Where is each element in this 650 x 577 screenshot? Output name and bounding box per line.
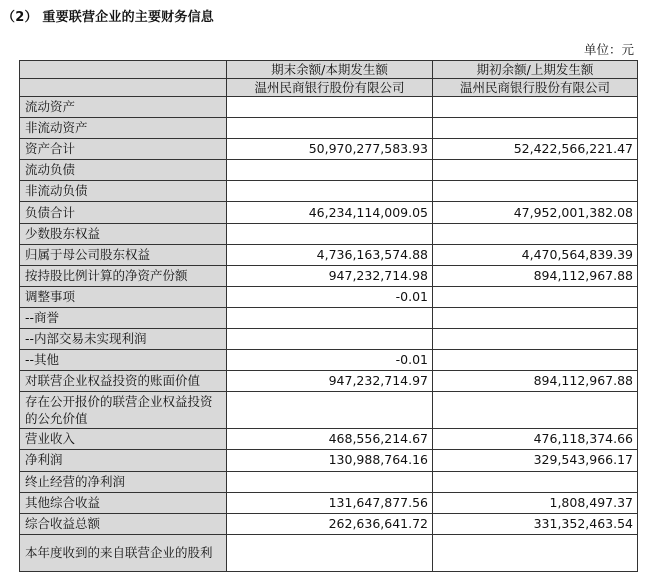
row-value-period-begin <box>433 534 638 571</box>
row-value-period-end: 50,970,277,583.93 <box>227 139 433 160</box>
row-value-period-begin <box>433 181 638 202</box>
row-label: 流动负债 <box>20 160 227 181</box>
table-row <box>20 244 638 265</box>
row-value-period-begin <box>433 223 638 244</box>
row-label: --内部交易未实现利润 <box>20 329 227 350</box>
table-row <box>20 392 638 429</box>
row-value-period-end <box>227 181 433 202</box>
row-label: 非流动负债 <box>20 181 227 202</box>
row-value-period-end <box>227 471 433 492</box>
table-row <box>20 450 638 471</box>
row-value-period-end <box>227 392 433 429</box>
header-period-end: 期末余额/本期发生额 <box>227 61 433 79</box>
table-header-row-2 <box>20 79 638 97</box>
row-value-period-end <box>227 534 433 571</box>
row-value-period-begin <box>433 97 638 118</box>
row-label: 其他综合收益 <box>20 492 227 513</box>
row-label: 资产合计 <box>20 139 227 160</box>
header-corner <box>20 61 227 79</box>
row-value-period-begin: 4,470,564,839.39 <box>433 244 638 265</box>
row-value-period-end: 4,736,163,574.88 <box>227 244 433 265</box>
table-row <box>20 329 638 350</box>
row-value-period-begin <box>433 392 638 429</box>
row-value-period-begin <box>433 307 638 328</box>
row-value-period-end: 46,234,114,009.05 <box>227 202 433 223</box>
row-label: 按持股比例计算的净资产份额 <box>20 265 227 286</box>
header-corner-2 <box>20 79 227 97</box>
row-value-period-begin <box>433 350 638 371</box>
section-title: （2） 重要联营企业的主要财务信息 <box>2 10 214 25</box>
table-row <box>20 181 638 202</box>
row-label: 归属于母公司股东权益 <box>20 244 227 265</box>
row-label: 非流动资产 <box>20 118 227 139</box>
row-value-period-begin: 52,422,566,221.47 <box>433 139 638 160</box>
row-value-period-begin <box>433 118 638 139</box>
row-value-period-end: 468,556,214.67 <box>227 429 433 450</box>
row-label: 净利润 <box>20 450 227 471</box>
table-row <box>20 471 638 492</box>
table-row <box>20 118 638 139</box>
row-label: 综合收益总额 <box>20 513 227 534</box>
table-row <box>20 492 638 513</box>
table-row <box>20 97 638 118</box>
row-value-period-begin: 894,112,967.88 <box>433 371 638 392</box>
table-row <box>20 429 638 450</box>
unit-label: 单位：元 <box>583 42 634 57</box>
row-label: 调整事项 <box>20 286 227 307</box>
row-value-period-end <box>227 97 433 118</box>
row-value-period-end <box>227 307 433 328</box>
row-label: --其他 <box>20 350 227 371</box>
row-label: --商誉 <box>20 307 227 328</box>
table-row <box>20 513 638 534</box>
table-header-row-1 <box>20 61 638 79</box>
row-value-period-end <box>227 223 433 244</box>
row-value-period-begin: 476,118,374.66 <box>433 429 638 450</box>
row-value-period-end <box>227 118 433 139</box>
table-row <box>20 202 638 223</box>
row-value-period-begin: 47,952,001,382.08 <box>433 202 638 223</box>
header-period-begin: 期初余额/上期发生额 <box>433 61 638 79</box>
table-row <box>20 534 638 571</box>
table-row <box>20 307 638 328</box>
row-value-period-begin <box>433 471 638 492</box>
table-row <box>20 265 638 286</box>
financial-table <box>19 60 638 572</box>
table-row <box>20 371 638 392</box>
row-value-period-end: 131,647,877.56 <box>227 492 433 513</box>
table-row <box>20 350 638 371</box>
row-value-period-begin: 1,808,497.37 <box>433 492 638 513</box>
row-value-period-begin <box>433 286 638 307</box>
row-value-period-begin: 329,543,966.17 <box>433 450 638 471</box>
table-row <box>20 286 638 307</box>
row-value-period-begin <box>433 329 638 350</box>
table-row <box>20 223 638 244</box>
row-value-period-end: 947,232,714.97 <box>227 371 433 392</box>
row-value-period-end: 947,232,714.98 <box>227 265 433 286</box>
row-value-period-begin: 331,352,463.54 <box>433 513 638 534</box>
row-label: 营业收入 <box>20 429 227 450</box>
row-label: 存在公开报价的联营企业权益投资的公允价值 <box>20 392 227 429</box>
row-label: 流动资产 <box>20 97 227 118</box>
table-row <box>20 139 638 160</box>
row-label: 负债合计 <box>20 202 227 223</box>
row-label: 本年度收到的来自联营企业的股利 <box>20 534 227 571</box>
header-company-begin: 温州民商银行股份有限公司 <box>433 79 638 97</box>
row-value-period-end: 130,988,764.16 <box>227 450 433 471</box>
row-label: 终止经营的净利润 <box>20 471 227 492</box>
row-value-period-begin: 894,112,967.88 <box>433 265 638 286</box>
row-label: 少数股东权益 <box>20 223 227 244</box>
row-label: 对联营企业权益投资的账面价值 <box>20 371 227 392</box>
row-value-period-end: -0.01 <box>227 286 433 307</box>
header-company-end: 温州民商银行股份有限公司 <box>227 79 433 97</box>
table-row <box>20 160 638 181</box>
row-value-period-end: 262,636,641.72 <box>227 513 433 534</box>
row-value-period-end <box>227 329 433 350</box>
row-value-period-end: -0.01 <box>227 350 433 371</box>
row-value-period-begin <box>433 160 638 181</box>
row-value-period-end <box>227 160 433 181</box>
